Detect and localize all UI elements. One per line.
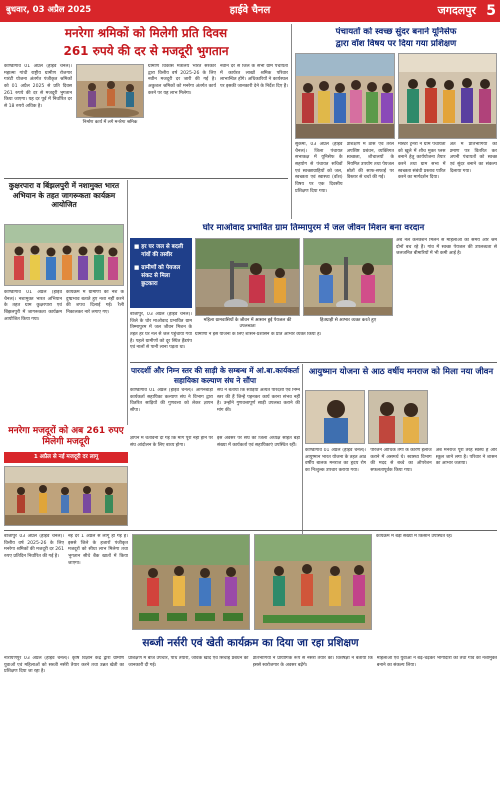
story-paragraph: संघ ने बताया कि साड़ियां अत्यंत पारदर्शी एवं निम्न स्तर की हैं जिन्हें पहनकर कार्य करना संभव नहीं है। उन्होंने गुणवत्तापूर्ण साड़ी उपलब्ध कराने की मांग की। [217,388,300,413]
story-paragraph: नारायणपुर 03 अप्रैल (हाईवे चैनल)। कृषि विज्ञान केंद्र द्वारा ग्रामीण युवाओं एवं महिलाओं को सब्जी नर्सरी तैयार करने तथा उन्नत खेती का प्रशिक्षण दिया जा रहा है। [4,656,125,675]
highlight-text: हर घर जल से बदली गांवों की तस्वीर [141,244,184,259]
story-paragraph: नवीन दर से जिले के सभी ग्राम पंचायतों में कार्यरत लाखों श्रमिक परिवार लाभान्वित होंगे। अधिकारियों ने कार्यस्थल पर इसकी जानकारी देने के निर्देश दिए हैं। [220,64,288,89]
story-paragraph: परिजन आर्थिक तंगी के कारण इलाज कराने में असमर्थ थे। स्वास्थ्य विभाग की मदद से बच्चे का ऑपरेशन सफलतापूर्वक किया गया। [370,448,432,473]
bullet-icon: ■ [134,265,140,272]
story-body [130,312,192,360]
photo-caption: हितग्राही से आभार व्यक्त करते हुए [319,318,377,323]
story-paragraph: इस अवसर पर संघ की जिला अध्यक्ष सहित बड़ी संख्या में कार्यकर्ता एवं सहायिकाएं उपस्थित रहीं। [217,436,300,448]
story-paragraph: सुकमा, 03 अप्रैल (हाईवे चैनल)। जिला पंचायत सभाकक्ष में यूनिसेफ के सहयोग से पंचायत सचिवों एवं स्वच्छाग्राहियों को जल, स्वच्छता एवं स्वास्थ्य (वॉश) विषय पर एक दिवसीय प्रशिक्षण दिया गया। [295,142,343,194]
story-paragraph: अब मनराज पूरी तरह स्वस्थ है और स्कूल जाने लगा है। परिवार ने शासन का आभार जताया। [435,448,497,467]
story-headline: द्वारा वॉश विषय पर दिया गया प्रशिक्षण [335,39,457,49]
story-paragraph: प्रतिभागियों ने प्रायोगिक रूप से नर्सरी तैयार की। विशेषज्ञों ने बताया कि इससे स्वरोजगार के अवसर बढ़ेंगे। [252,656,373,668]
story-body-side [376,534,497,630]
edition-city: जगदलपुर [437,3,476,17]
story-headline: आयुष्मान योजना से आठ वर्षीय मनराज को मिला नया जीवन [308,366,494,376]
strap-banner: 1 अप्रैल से नई मजदूरी दर लागू [4,452,128,463]
story-headline: पारदर्शी और निम्न स्तर की साड़ी के सम्बन्ध में आं.बा.कार्यकर्ता सहायिका कल्याण संघ ने सौंपा [130,366,300,385]
page-number: 5 [486,3,496,19]
story-paragraph: प्रशिक्षण में ठोस एवं तरल अपशिष्ट प्रबंधन, व्यक्तिगत स्वच्छता, शौचालयों के नियमित उपयोग तथा पेयजल स्रोतों की साफ-सफाई पर विस्तार से चर्चा की गई। [346,142,394,181]
highlight-bullet [134,264,188,288]
story-headline: सब्जी नर्सरी एवं खेती कार्यक्रम का दिया जा रहा प्रशिक्षण [142,637,359,649]
story-wage-body [4,534,128,634]
story-headline: 261 रुपये की दर से मजदूरी भुगतान [63,44,229,58]
story-body [4,656,497,796]
story-paragraph: कोण्डागांव 01 अप्रैल (हाईवे चैनल)। आयुष्मान भारत योजना के तहत आठ वर्षीय बालक मनराज का हृदय रोग का निःशुल्क उपचार कराया गया। [305,448,367,473]
story-paragraph: कोण्डागांव 01 अप्रैल (हाईवे चैनल)। नशामुक्त भारत अभियान के तहत ग्राम कुक्षरपारा एवं बिंझलपुरी में जागरूकता कार्यक्रम आयोजित किया गया। [4,290,62,322]
photo-caption: महिला ग्रामवासियों के जीवन में आसान हुई पेयजल की उपलब्धता [203,318,292,329]
newspaper-name: हाईवे चैनल [229,5,271,17]
story-body [4,64,288,176]
story-paragraph: कार्यक्रम में बड़ी संख्या में किसान उपस्थित रहे। [376,534,453,539]
story-paragraph: कोण्डागांव 01 अप्रैल (हाईवे चैनल)। आंगनबाड़ी कार्यकर्ता सहायिका कल्याण संघ ने विभाग द्वारा वितरित साड़ियों की गुणवत्ता को लेकर ज्ञापन सौंपा। [130,388,213,413]
story-body [295,142,497,218]
family-photo [368,390,428,444]
highlight-bullet [134,243,188,259]
story-paragraph: ग्रामीणों ने इस योजना के लिए शासन-प्रशासन के प्रति आभार व्यक्त किया है। [195,332,322,337]
awareness-photo [4,224,124,286]
highlight-box [130,238,192,308]
story-paragraph: कोण्डागांव 01 अप्रैल (हाईवे चैनल)। महात्मा गांधी राष्ट्रीय ग्रामीण रोजगार गारंटी योजना अंतर्गत पंजीकृत श्रमिकों को 01 अप्रैल 2025 से प्रति दिवस 261 रुपये की दर से मजदूरी भुगतान किया जाएगा। यह दर पूर्व में निर्धारित दर से 18 रुपये अधिक है। [4,64,72,109]
story-paragraph: नई दर 1 अप्रैल से लागू हो गई है। इससे जिले के हजारों पंजीकृत मजदूरों को सीधा लाभ मिलेगा तथा भुगतान सीधे बैंक खातों में किया जाएगा। [68,534,128,566]
story-paragraph: अब नल कनेक्शन मिलने से महिलाओं का समय और श्रम दोनों बच रहे हैं। गांव में स्वच्छ पेयजल की उपलब्धता से जलजनित बीमारियों में भी कमी आई है। [396,238,497,257]
wage-workers-photo [4,466,128,526]
training-photo-right [398,53,497,139]
tap-water-photo-right [303,238,393,316]
story-body [305,448,497,528]
story-paragraph: बीजापुर 03 अप्रैल (हाईवे चैनल)। वित्तीय वर्ष 2025-26 के लिए मनरेगा श्रमिकों की मजदूरी दर 261 रुपए प्रतिदिन निर्धारित की गई है। [4,534,64,559]
story-headline: घोर माओवाद प्रभावित ग्राम तिम्मापुरम में जल जीवन मिशन बना वरदान [202,223,425,233]
tap-water-photo-left [195,238,300,316]
story-paragraph: बीजापुर, 03 अप्रैल (हाईवे चैनल)। जिले के घोर माओवाद प्रभावित ग्राम तिम्मापुरम में जल जीवन मिशन के तहत हर घर नल से जल पहुंचाया गया है। पहले ग्रामीणों को दूर स्थित हैंडपंप एवं नालों से पानी लाना पड़ता था। [130,312,192,351]
story-headline: पंचायतों को स्वच्छ सुंदर बनाने यूनिसेफ [335,27,457,37]
story-headline: मनरेगा मजदूरों को अब 261 रुपए मिलेगी मजदूरी [8,426,124,447]
story-body [195,332,393,360]
training-photo-left [295,53,395,139]
story-headline: कुक्षरपारा व बिंझलपुरी में नशामुक्त भारत अभियान के तहत जागरूकता कार्यक्रम आयोजित [8,181,120,209]
story-paragraph: प्रशिक्षण में बीज उपचार, पौध तैयारी, जैविक खाद एवं सिंचाई प्रबंधन की जानकारी दी गई। [128,656,249,668]
photo-caption: निर्माण कार्य में लगे मनरेगा श्रमिक [82,120,138,125]
workers-photo [76,64,144,118]
child-photo [305,390,365,444]
story-paragraph: ज्ञापन में चेतावनी दी गई कि मांग पूरी नहीं होने पर संघ आंदोलन के लिए बाध्य होगा। [130,436,213,448]
nursery-photo-left [132,534,250,630]
story-body-continued [130,436,300,532]
story-paragraph: कार्यक्रम में ग्रामीणों को नशे के दुष्प्रभाव बताते हुए नशा नहीं करने की शपथ दिलाई गई। रैली निकालकर नारे लगाए गए। [66,290,124,315]
story-paragraph: ग्रामीण विकास मंत्रालय भारत सरकार द्वारा वित्तीय वर्ष 2025-26 के लिए नवीन मजदूरी दर जारी की गई है। अकुशल श्रमिकों को मनरेगा अंतर्गत कार्य करने पर यह लाभ मिलेगा। [148,64,216,96]
bullet-icon: ■ [134,244,140,250]
story-body-side [396,238,497,358]
story-body [130,388,300,432]
story-paragraph: महिलाओं एवं युवाओं ने बढ़-चढ़कर भागीदारी की तथा गांव को नशामुक्त बनाने का संकल्प लिया। [376,656,497,668]
masthead [0,0,500,22]
story-headline: मनरेगा श्रमिकों को मिलेगी प्रति दिवस [64,26,228,40]
issue-date: बुधवार, 03 अप्रैल 2025 [6,5,92,16]
story-paragraph: मास्टर ट्रेनरों ने ग्राम पंचायतों को खुले में शौच मुक्त प्लस बनाने हेतु कार्ययोजना तैयार करने तथा ग्राम सभा में स्वच्छता संबंधी प्रस्ताव पारित करने का मार्गदर्शन दिया। [398,142,446,181]
highlight-text: ग्रामीणों को पेयजल संकट से मिला छुटकारा [141,265,181,288]
nursery-photo-right [254,534,372,630]
story-body [4,290,124,422]
story-paragraph: अंत में प्रतिभागियों को प्रमाण पत्र वितरित कर अपनी पंचायतों को स्वच्छ एवं सुंदर बनाने का संकल्प दिलाया गया। [449,142,497,174]
